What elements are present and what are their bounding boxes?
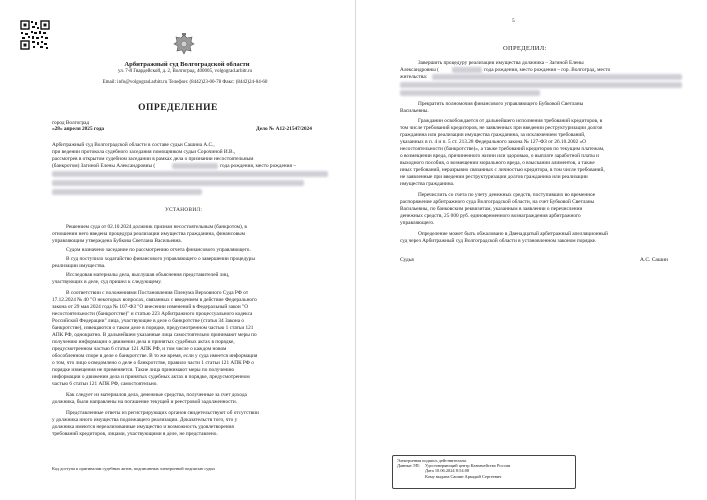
stamp-line: Дата 10.06.2024 8:54:08 [425, 468, 470, 474]
paragraph-line: года рождения, место рождения – [220, 163, 296, 169]
court-emblem-icon [171, 32, 197, 58]
paragraph-line: том числе требований кредиторов, не заявленных при введении реструктуризации долгов [400, 125, 603, 131]
judge-name: А.С. Сашин [640, 257, 668, 263]
paragraph-line: при ведении протокола судебного заседания помощником судьи Сорочиной И.В., [52, 149, 236, 155]
paragraph-line: участвующих в деле, суд пришел к следующему. [52, 279, 162, 285]
paragraph-line: предусмотренном частью 6 статьи 121 АПК РФ, и том числе о каждом новом [52, 346, 227, 352]
paragraph-line: Завершить процедуру реализации имущества должника – Загиной Елены [418, 60, 584, 66]
paragraph-line: информации о движении дела и принятых судебных актах в порядке, предусмотренном [52, 374, 250, 380]
redacted-birthdate [172, 163, 218, 169]
paragraph-line: АПК РФ, однократно. В дальнейшем указанные лица самостоятельно принимают меры по [52, 332, 257, 338]
paragraph-line: Как следует из материалов дела, денежные средства, полученные за счет дохода [66, 392, 247, 398]
paragraph-line: Определение может быть обжаловано в Двенадцатый арбитражный апелляционный [418, 231, 608, 237]
paragraph-line: суд через Арбитражный суд Волгоградской области в установленном законом порядке. [400, 238, 597, 244]
paragraph-line: частью 6 статьи 121 АПК РФ, самостоятельно. [52, 381, 158, 387]
paragraph-line: реализации имущества. [52, 263, 106, 269]
paragraph-line: о возмещении вреда, причиненного жизни или здоровью, о выплате заработной платы и [400, 153, 600, 159]
paragraph-line: года рождения, место рождения – гор. Волгоград, место [484, 67, 611, 73]
stamp-line: Удостоверяющий центр Казначейство России [425, 463, 511, 469]
paragraph-line: несостоятельности (банкротстве)», а также требований кредиторов по текущим платежам, [400, 146, 605, 152]
paragraph-line: В соответствии с положениями Постановления Пленума Верховного Суда РФ от [66, 290, 249, 296]
paragraph-line: распоряжение арбитражного суда Волгоградской области, на счет Бубковой Светланы [400, 199, 595, 205]
paragraph-line: Перечислить со счета по учету денежных средств, поступивших во временное [418, 192, 596, 198]
paragraph-line: Александровны ( [400, 67, 439, 73]
decision-date: «28» апреля 2025 года [52, 126, 105, 132]
redacted-line [52, 189, 202, 195]
paragraph-line: требований кредиторов, лицами, участвующими в деле, не представлено. [52, 431, 218, 437]
paragraph-line: гражданина или реализации имущества гражданина, за исключением требований, [400, 132, 586, 138]
paragraph-line: не заявленные при введении реструктуризации долгов гражданина или реализации [400, 174, 588, 180]
paragraph-line: указанных в п. 4 и п. 5 ст. 213.28 Федерального закона № 127-ФЗ от 26.10.2002 «О [400, 139, 586, 145]
paragraph-line: выходного пособия, о возмещении морального вреда, о взыскании алиментов, а также [400, 160, 595, 166]
stamp-line: Кому выдана Сашин Аркадий Сергеевич [425, 473, 502, 479]
paragraph-line: имущества гражданина. [400, 181, 455, 187]
paragraph-line: жительства: [400, 74, 428, 80]
paragraph-line: 17.12.2024 № 40 "О некоторых вопросах, связанных с введением в действие Федерального [52, 297, 257, 303]
paragraph-line: у должника иного имущества подлежащего реализации. Доказательств того, что у [52, 417, 238, 423]
case-number: Дело № А12-21547/2024 [256, 126, 312, 132]
paragraph-line: банкротстве), извещаются о таком деле в порядке, предусмотренном частью 1 статьи 121 [52, 325, 254, 331]
paragraph-line: Исследовав материалы дела, выслушав объяснения представителей лиц, [66, 272, 230, 278]
document-title: ОПРЕДЕЛЕНИЕ [138, 103, 218, 113]
court-contacts: Email: info@volgograd.arbitr.ru Телефон: (8442)23-00-78 Факс: (8442)24-04-60 [102, 80, 268, 85]
paragraph-line: Гражданин освобождается от дальнейшего исполнения требований кредиторов, в [418, 118, 603, 124]
paragraph-line: отношении него введена процедура реализации имущества гражданина, финансовым [52, 231, 246, 237]
paragraph-line: Российской Федерации" лица, участвующие в деле о банкротстве (статья 34 Закона о [52, 318, 245, 324]
paragraph-line: получению информации о движении дела и принятых судебных актах в порядке, [52, 339, 235, 345]
paragraph-line: закона от 29 мая 2024 года № 107-ФЗ "О внесении изменений в Федеральный закон "О [52, 304, 249, 310]
paragraph-line: управляющим утверждена Бубкова Светлана Васильевна. [52, 238, 182, 244]
redacted-line [432, 74, 682, 80]
paragraph-line: управляющего. [400, 220, 435, 226]
paragraph-line: Представленные ответы из регистрирующих органов свидетельствуют об отсутствии [66, 410, 259, 416]
paragraph-line: рассмотрев в открытом судебном заседании в рамках дела о признании несостоятельным [52, 156, 254, 162]
city-label: город Волгоград [52, 120, 90, 126]
redacted-line [400, 90, 540, 96]
paragraph-line: Решением суда от 02.10.2024 должник признан несостоятельным (банкротом), в [66, 224, 247, 230]
footnote: Код доступа к оригиналам судебных актов, подписанных электронной подписью судьи [52, 466, 215, 471]
judge-role: Судья [400, 257, 414, 263]
redacted-line [400, 82, 682, 88]
paragraph-line: обособленном споре в деле о банкротстве. В то же время, если у суда имеется информация [52, 353, 258, 359]
paragraph-line: Судом назначено заседание по рассмотрению отчета финансового управляющего. [66, 247, 251, 253]
redacted-line [52, 180, 304, 186]
page-number: 5 [512, 18, 515, 24]
paragraph-line: несостоятельности (банкротстве)" и статью 223 Арбитражного процессуального кодекса [52, 311, 253, 317]
court-address: ул. 7-й Гвардейской, д. 2, Волгоград, 400005, volgograd.arbitr.ru [117, 69, 253, 74]
paragraph-line: денежных средств, 25 000 руб. единовременного вознаграждения арбитражного [400, 213, 581, 219]
paragraph-line: должника имеются нереализованные имущество и возможность удовлетворения [52, 424, 234, 430]
redacted-birthdate [452, 67, 482, 73]
paragraph-line: должника, были направлены на погашение текущей и реестровой задолженности. [52, 399, 238, 405]
paragraph-line: о том, что лицо осведомлено о деле о банкротстве, правило части 1 статьи 121 АПК РФ о [52, 360, 254, 366]
court-name: Арбитражный суд Волгоградской области [124, 61, 250, 68]
paragraph-line: Васильевны. [400, 108, 429, 114]
paragraph-line: В суд поступило ходатайство финансового управляющего о завершении процедуры [66, 256, 255, 262]
paragraph-line: (банкротом) Загиной Елены Александровны ( [52, 163, 156, 169]
paragraph-line: порядке извещения не применяется. Такие лица принимают меры по получению [52, 367, 235, 373]
section-determined: ОПРЕДЕЛИЛ: [503, 45, 547, 52]
paragraph-line: Васильевны, по банковским реквизитам, указанным в заявлении о перечислении [400, 206, 583, 212]
section-established: УСТАНОВИЛ: [165, 207, 203, 213]
electronic-signature-stamp [392, 455, 576, 489]
qr-code-icon [20, 20, 50, 50]
stamp-label: Данные ЭП: [397, 463, 420, 469]
paragraph-line: Арбитражный суд Волгоградской области в составе судьи Сашина А.С., [52, 142, 215, 148]
redacted-line [52, 171, 328, 177]
paragraph-line: иных требований, неразрывно связанных с личностью кредитора, в том числе требований, [400, 167, 605, 173]
stamp-header: Электронная подпись действительна. [397, 458, 467, 463]
paragraph-line: Прекратить полномочия финансового управляющего Бубковой Светланы [418, 101, 584, 107]
